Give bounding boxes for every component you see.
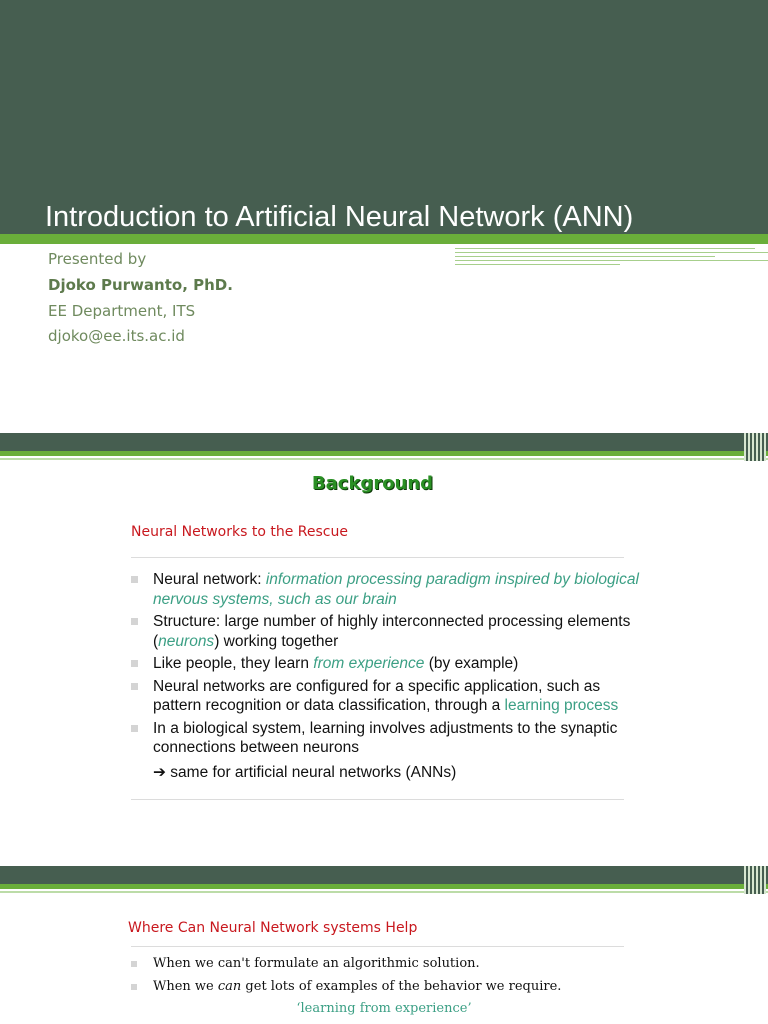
subheading-rule (131, 557, 624, 558)
decor-line (455, 248, 755, 249)
square-bullet-icon (131, 984, 137, 990)
divider-stripes (744, 433, 766, 461)
ann-note (153, 763, 456, 782)
email-address: djoko@ee.its.ac.id (48, 327, 185, 345)
bullet-text: Neural networks are configured for a specific application, such as pattern recognition or data classification, through a (153, 677, 601, 714)
decor-line (455, 264, 620, 265)
divider-stripes (744, 866, 766, 894)
presented-by-label: Presented by (48, 250, 147, 268)
bullet-highlight: information processing paradigm inspired by biological nervous systems, such as our brain (153, 571, 639, 608)
bullet-text: get lots of examples of the behavior we require. (241, 979, 562, 994)
square-bullet-icon (131, 576, 138, 583)
background-slide (0, 461, 768, 866)
ann-note-text: same for artificial neural networks (ANNs) (166, 764, 457, 781)
divider-green-band (0, 884, 768, 889)
learning-quote: ‘learning from experience’ (296, 1001, 472, 1016)
department-label: EE Department, ITS (48, 302, 196, 320)
list-item (131, 654, 651, 674)
bullet-emphasis: can (217, 979, 242, 994)
help-heading: Where Can Neural Network systems Help (128, 920, 418, 936)
divider-dark-band (0, 866, 768, 884)
background-bullet-list (131, 570, 651, 761)
list-item (131, 719, 651, 758)
rescue-subheading: Neural Networks to the Rescue (131, 524, 348, 540)
divider-dark-band (0, 433, 768, 451)
help-heading-rule (131, 946, 624, 947)
help-slide (0, 894, 768, 1024)
bullet-text: Neural network: (153, 571, 266, 588)
bullet-text: When we (153, 979, 218, 994)
square-bullet-icon (131, 660, 138, 667)
bullet-highlight: from experience (313, 655, 425, 672)
list-item (131, 956, 651, 972)
divider-green-band (0, 451, 768, 456)
list-item (131, 979, 651, 995)
decor-line (455, 252, 768, 253)
right-arrow-icon: ➔ (153, 764, 166, 781)
square-bullet-icon (131, 725, 138, 732)
list-item (131, 570, 651, 609)
help-bullet-list (131, 956, 651, 1002)
slide-divider (0, 433, 768, 461)
decor-line (455, 260, 768, 261)
square-bullet-icon (131, 618, 138, 625)
background-heading: Background (311, 473, 434, 494)
bullet-text: Structure: large number of highly interconnected processing elements ( (153, 613, 631, 650)
title-accent-band (0, 234, 768, 244)
square-bullet-icon (131, 961, 137, 967)
divider-light-band (0, 458, 768, 460)
bullet-text: Like people, they learn (153, 655, 314, 672)
bullet-highlight: learning process (504, 697, 619, 714)
slide-bottom-rule (131, 799, 624, 800)
bullet-text: When we can't formulate an algorithmic solution. (153, 956, 480, 971)
square-bullet-icon (131, 683, 138, 690)
slide-title: Introduction to Artificial Neural Network (ANN) (45, 201, 634, 233)
decor-line (455, 256, 715, 257)
presenter-name: Djoko Purwanto, PhD. (48, 276, 233, 294)
title-slide (0, 0, 768, 433)
bullet-text: In a biological system, learning involves adjustments to the synaptic connections between neurons (153, 719, 618, 756)
divider-light-band (0, 891, 768, 893)
bullet-text: ) working together (214, 632, 339, 650)
bullet-text: (by example) (424, 655, 519, 672)
title-header-band (0, 0, 768, 234)
bullet-highlight: neurons (158, 632, 215, 650)
slide-divider (0, 866, 768, 894)
list-item (131, 677, 651, 716)
list-item (131, 612, 651, 651)
